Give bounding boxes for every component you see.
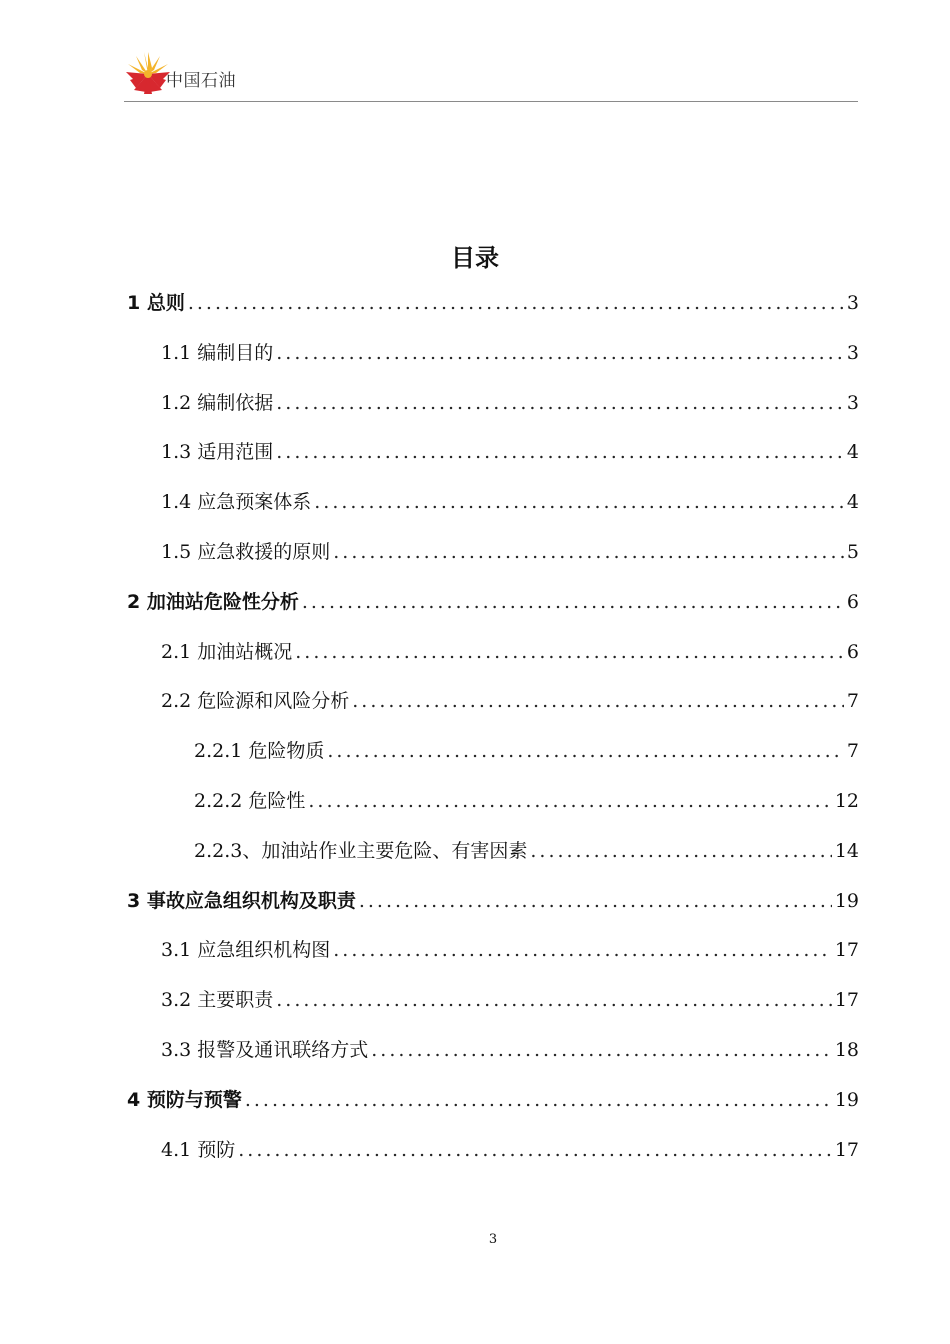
toc-dot-leader (238, 1139, 832, 1161)
toc-entry-page: 3 (846, 292, 859, 314)
toc-dot-leader (333, 939, 832, 961)
toc-entry-title: 2.1 加油站概况 (161, 640, 293, 663)
toc-entry-title: 4.1 预防 (161, 1138, 236, 1161)
toc-entry-title: 3.2 主要职责 (161, 989, 274, 1012)
toc-entry-page: 19 (834, 889, 859, 912)
toc-entry-title: 2 加油站危险性分析 (127, 590, 299, 613)
petrochina-sun-logo-icon (124, 50, 172, 96)
toc-entry-page: 4 (846, 441, 859, 464)
toc-entry-title: 3.3 报警及通讯联络方式 (161, 1038, 369, 1061)
toc-entry-page: 7 (846, 690, 859, 713)
toc-entry[interactable] (127, 935, 859, 985)
toc-entry-page: 17 (834, 939, 859, 962)
toc-dot-leader (352, 690, 844, 712)
toc-entry-page: 3 (846, 391, 859, 414)
toc-entry-page: 14 (834, 839, 859, 862)
toc-entry-page: 4 (846, 491, 859, 514)
toc-entry[interactable] (127, 1135, 859, 1185)
toc-entry-title: 1.2 编制依据 (161, 391, 274, 414)
toc-entry-page: 17 (834, 1138, 859, 1161)
toc-dot-leader (295, 641, 844, 663)
page-header (124, 48, 858, 102)
toc-entry-title: 1 总则 (127, 292, 185, 314)
toc-entry-page: 12 (834, 789, 859, 812)
toc-entry-page: 6 (846, 640, 859, 663)
toc-entry-page: 6 (846, 590, 859, 613)
toc-entry[interactable] (127, 1035, 859, 1085)
toc-entry-page: 3 (846, 341, 859, 364)
toc-dot-leader (276, 441, 844, 463)
toc-dot-leader (359, 890, 832, 912)
toc-entry-page: 7 (846, 740, 859, 763)
toc-entry-title: 3.1 应急组织机构图 (161, 939, 331, 962)
toc-entry[interactable] (127, 736, 859, 786)
toc-entry-title: 2.2.2 危险性 (194, 789, 306, 812)
toc-dot-leader (371, 1039, 832, 1061)
toc-dot-leader (327, 740, 844, 762)
toc-entry-page: 19 (834, 1088, 859, 1111)
toc-dot-leader (530, 840, 831, 862)
toc-dot-leader (308, 790, 831, 812)
toc-entry[interactable] (127, 637, 859, 687)
toc-entry-title: 1.4 应急预案体系 (161, 491, 312, 514)
toc-entry-page: 17 (834, 989, 859, 1012)
toc-entry[interactable] (127, 437, 859, 487)
toc-entry-title: 1.5 应急救援的原则 (161, 540, 331, 563)
header-divider (124, 101, 858, 102)
toc-entry[interactable] (127, 786, 859, 836)
toc-entry[interactable] (127, 487, 859, 537)
toc-entry-title: 1.3 适用范围 (161, 441, 274, 464)
toc-entry-page: 18 (834, 1038, 859, 1061)
toc-dot-leader (302, 591, 844, 613)
toc-dot-leader (276, 989, 832, 1011)
brand-name: 中国石油 (166, 71, 236, 91)
toc-entry-title: 2.2.1 危险物质 (194, 740, 325, 763)
toc-title: 目录 (451, 244, 499, 272)
toc-entry[interactable] (127, 288, 859, 338)
toc-entry[interactable] (127, 686, 859, 736)
toc-entry-page: 5 (846, 540, 859, 563)
toc-entry-title: 3 事故应急组织机构及职责 (127, 889, 356, 912)
toc-entry[interactable] (127, 836, 859, 886)
toc-entry[interactable] (127, 388, 859, 438)
toc-entry[interactable] (127, 338, 859, 388)
toc-dot-leader (276, 392, 844, 414)
toc-entry-title: 4 预防与预警 (127, 1088, 242, 1111)
toc-dot-leader (276, 342, 844, 364)
toc-entry[interactable] (127, 886, 859, 936)
toc-entry-title: 1.1 编制目的 (161, 341, 274, 364)
toc-entry-title: 2.2 危险源和风险分析 (161, 690, 350, 713)
toc-dot-leader (188, 292, 844, 314)
toc-dot-leader (333, 541, 844, 563)
toc-entry[interactable] (127, 587, 859, 637)
toc-entry[interactable] (127, 985, 859, 1035)
page-number: 3 (488, 1232, 498, 1247)
toc-dot-leader (314, 491, 844, 513)
toc-dot-leader (245, 1089, 832, 1111)
toc-entry[interactable] (127, 537, 859, 587)
toc-entry[interactable] (127, 1085, 859, 1135)
toc-entry-title: 2.2.3、加油站作业主要危险、有害因素 (194, 839, 528, 862)
table-of-contents (127, 288, 859, 1184)
